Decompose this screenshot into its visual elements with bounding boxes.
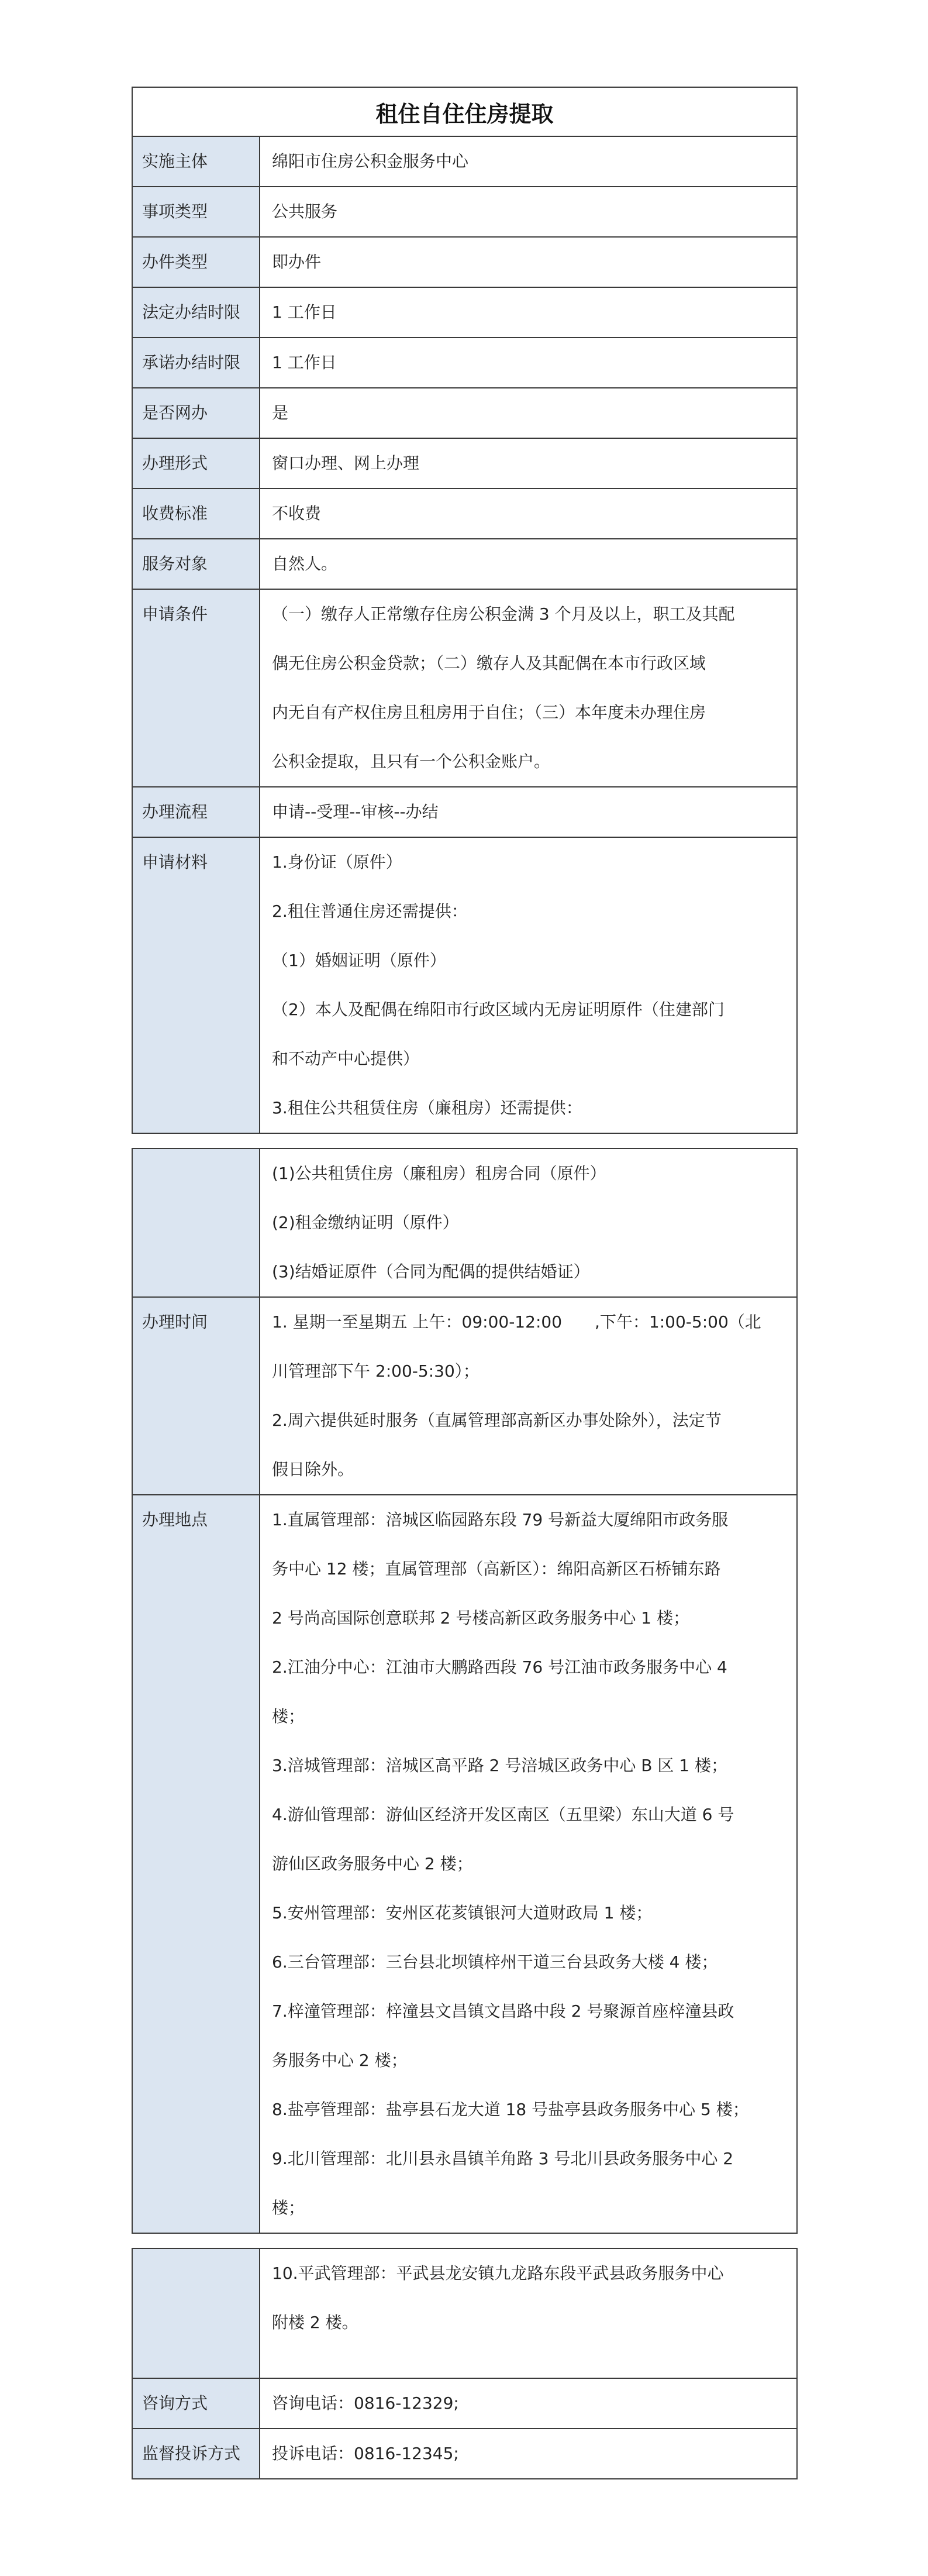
row-value: 公共服务 xyxy=(272,202,338,221)
row-process-flow xyxy=(132,787,798,838)
row-application-conditions xyxy=(132,590,798,787)
row-value: 1 工作日 xyxy=(272,353,337,372)
row-label: 法定办结时限 xyxy=(133,288,260,337)
row-label: 事项类型 xyxy=(133,187,260,236)
text-line: 附楼 2 楼。 xyxy=(272,2313,358,2332)
row-handling-locations xyxy=(132,1495,798,2234)
row-item-type xyxy=(132,187,798,238)
row-value: 咨询电话：0816-12329; xyxy=(272,2393,459,2413)
text-line: (1)公共租赁住房（廉租房）租房合同（原件） xyxy=(272,1164,606,1183)
blank-space xyxy=(272,2347,789,2378)
row-value: 窗口办理、网上办理 xyxy=(272,453,420,473)
text-line: 务服务中心 2 楼； xyxy=(272,2051,408,2070)
row-handling-form xyxy=(132,439,798,489)
row-value xyxy=(260,1298,796,1494)
row-complaint xyxy=(132,2429,798,2479)
text-line: 1. 星期一至星期五 上午：09:00-12:00 ,下午：1:00-5:00（北 xyxy=(272,1312,761,1332)
text-line: 10.平武管理部：平武县龙安镇九龙路东段平武县政务服务中心 xyxy=(272,2264,724,2283)
row-label: 办理形式 xyxy=(133,439,260,488)
text-line: 游仙区政务服务中心 2 楼； xyxy=(272,1854,473,1873)
text-line: 1.直属管理部：涪城区临园路东段 79 号新益大厦绵阳市政务服 xyxy=(272,1510,729,1529)
text-line: 8.盐亭管理部：盐亭县石龙大道 18 号盐亭县政务服务中心 5 楼； xyxy=(272,2100,749,2119)
info-table-part-3 xyxy=(132,2248,798,2479)
row-value: 1 工作日 xyxy=(272,302,337,322)
info-table-part-2 xyxy=(132,1148,798,2234)
text-line: 5.安州管理部：安州区花荄镇银河大道财政局 1 楼； xyxy=(272,1903,653,1922)
row-fee-standard xyxy=(132,489,798,539)
text-line: （2）本人及配偶在绵阳市行政区域内无房证明原件（住建部门 xyxy=(272,1000,725,1019)
row-legal-time-limit xyxy=(132,288,798,338)
row-promised-time-limit xyxy=(132,338,798,388)
row-value: 即办件 xyxy=(272,252,322,271)
text-line: 2.江油分中心：江油市大鹏路西段 76 号江油市政务服务中心 4 xyxy=(272,1657,727,1677)
row-value xyxy=(260,2249,796,2378)
text-line: 9.北川管理部：北川县永昌镇羊角路 3 号北川县政务服务中心 2 xyxy=(272,2149,734,2168)
row-value: 是 xyxy=(272,403,289,422)
text-line: 务中心 12 楼；直属管理部（高新区）：绵阳高新区石桥铺东路 xyxy=(272,1559,721,1578)
row-value: 不收费 xyxy=(272,504,322,523)
text-line: 假日除外。 xyxy=(272,1460,354,1479)
text-line: 内无自有产权住房且租房用于自住；（三）本年度未办理住房 xyxy=(272,703,706,722)
row-label: 服务对象 xyxy=(133,539,260,589)
row-value: 绵阳市住房公积金服务中心 xyxy=(272,152,469,171)
text-line: 4.游仙管理部：游仙区经济开发区南区（五里梁）东山大道 6 号 xyxy=(272,1805,734,1824)
text-line: 楼； xyxy=(272,1707,305,1726)
text-line: 7.梓潼管理部：梓潼县文昌镇文昌路中段 2 号聚源首座梓潼县政 xyxy=(272,2001,734,2021)
text-line: （一）缴存人正常缴存住房公积金满 3 个月及以上，职工及其配 xyxy=(272,604,735,624)
row-value xyxy=(260,590,796,786)
text-line: 川管理部下午 2:00-5:30）； xyxy=(272,1361,479,1381)
row-application-materials xyxy=(132,838,798,1134)
row-label: 办理地点 xyxy=(133,1495,260,2233)
row-value: 申请--受理--审核--办结 xyxy=(272,802,439,821)
text-line: 和不动产中心提供） xyxy=(272,1049,420,1068)
row-label: 是否网办 xyxy=(133,388,260,438)
text-line: 3.租住公共租赁住房（廉租房）还需提供： xyxy=(272,1098,582,1117)
row-label: 咨询方式 xyxy=(133,2379,260,2428)
row-label: 收费标准 xyxy=(133,489,260,538)
row-value: 投诉电话：0816-12345; xyxy=(272,2444,459,2463)
text-line: (3)结婚证原件（合同为配偶的提供结婚证） xyxy=(272,1262,590,1281)
row-label: 办理流程 xyxy=(133,787,260,837)
row-value: 自然人。 xyxy=(272,554,338,573)
row-label: 办理时间 xyxy=(133,1298,260,1494)
row-label: 实施主体 xyxy=(133,137,260,186)
row-label xyxy=(133,2249,260,2378)
text-line: 2.周六提供延时服务（直属管理部高新区办事处除外），法定节 xyxy=(272,1411,722,1430)
row-implementing-body xyxy=(132,137,798,187)
row-online-handling xyxy=(132,388,798,439)
text-line: 6.三台管理部：三台县北坝镇梓州干道三台县政务大楼 4 楼； xyxy=(272,1952,718,1972)
row-locations-continued xyxy=(132,2248,798,2379)
row-value xyxy=(260,1495,796,2233)
row-label: 办件类型 xyxy=(133,238,260,287)
row-value xyxy=(260,838,796,1133)
text-line: 1.身份证（原件） xyxy=(272,852,402,872)
text-line: （1）婚姻证明（原件） xyxy=(272,951,446,970)
row-value xyxy=(260,1149,796,1296)
row-label: 监督投诉方式 xyxy=(133,2429,260,2478)
row-handling-hours xyxy=(132,1298,798,1495)
text-line: 2.租住普通住房还需提供： xyxy=(272,902,468,921)
text-line: 3.涪城管理部：涪城区高平路 2 号涪城区政务中心 B 区 1 楼； xyxy=(272,1756,727,1775)
row-case-type xyxy=(132,238,798,288)
row-label xyxy=(133,1149,260,1296)
info-table-part-1 xyxy=(132,87,798,1134)
text-line: (2)租金缴纳证明（原件） xyxy=(272,1213,459,1232)
table-title: 租住自住住房提取 xyxy=(132,87,798,137)
text-line: 2 号尚高国际创意联邦 2 号楼高新区政务服务中心 1 楼； xyxy=(272,1608,689,1628)
row-label: 承诺办结时限 xyxy=(133,338,260,387)
row-label: 申请条件 xyxy=(133,590,260,786)
row-label: 申请材料 xyxy=(133,838,260,1133)
row-materials-continued xyxy=(132,1148,798,1298)
row-consultation xyxy=(132,2379,798,2429)
text-line: 偶无住房公积金贷款；（二）缴存人及其配偶在本市行政区域 xyxy=(272,654,706,673)
text-line: 公积金提取，且只有一个公积金账户。 xyxy=(272,752,551,771)
text-line: 楼； xyxy=(272,2198,305,2217)
row-service-target xyxy=(132,539,798,590)
